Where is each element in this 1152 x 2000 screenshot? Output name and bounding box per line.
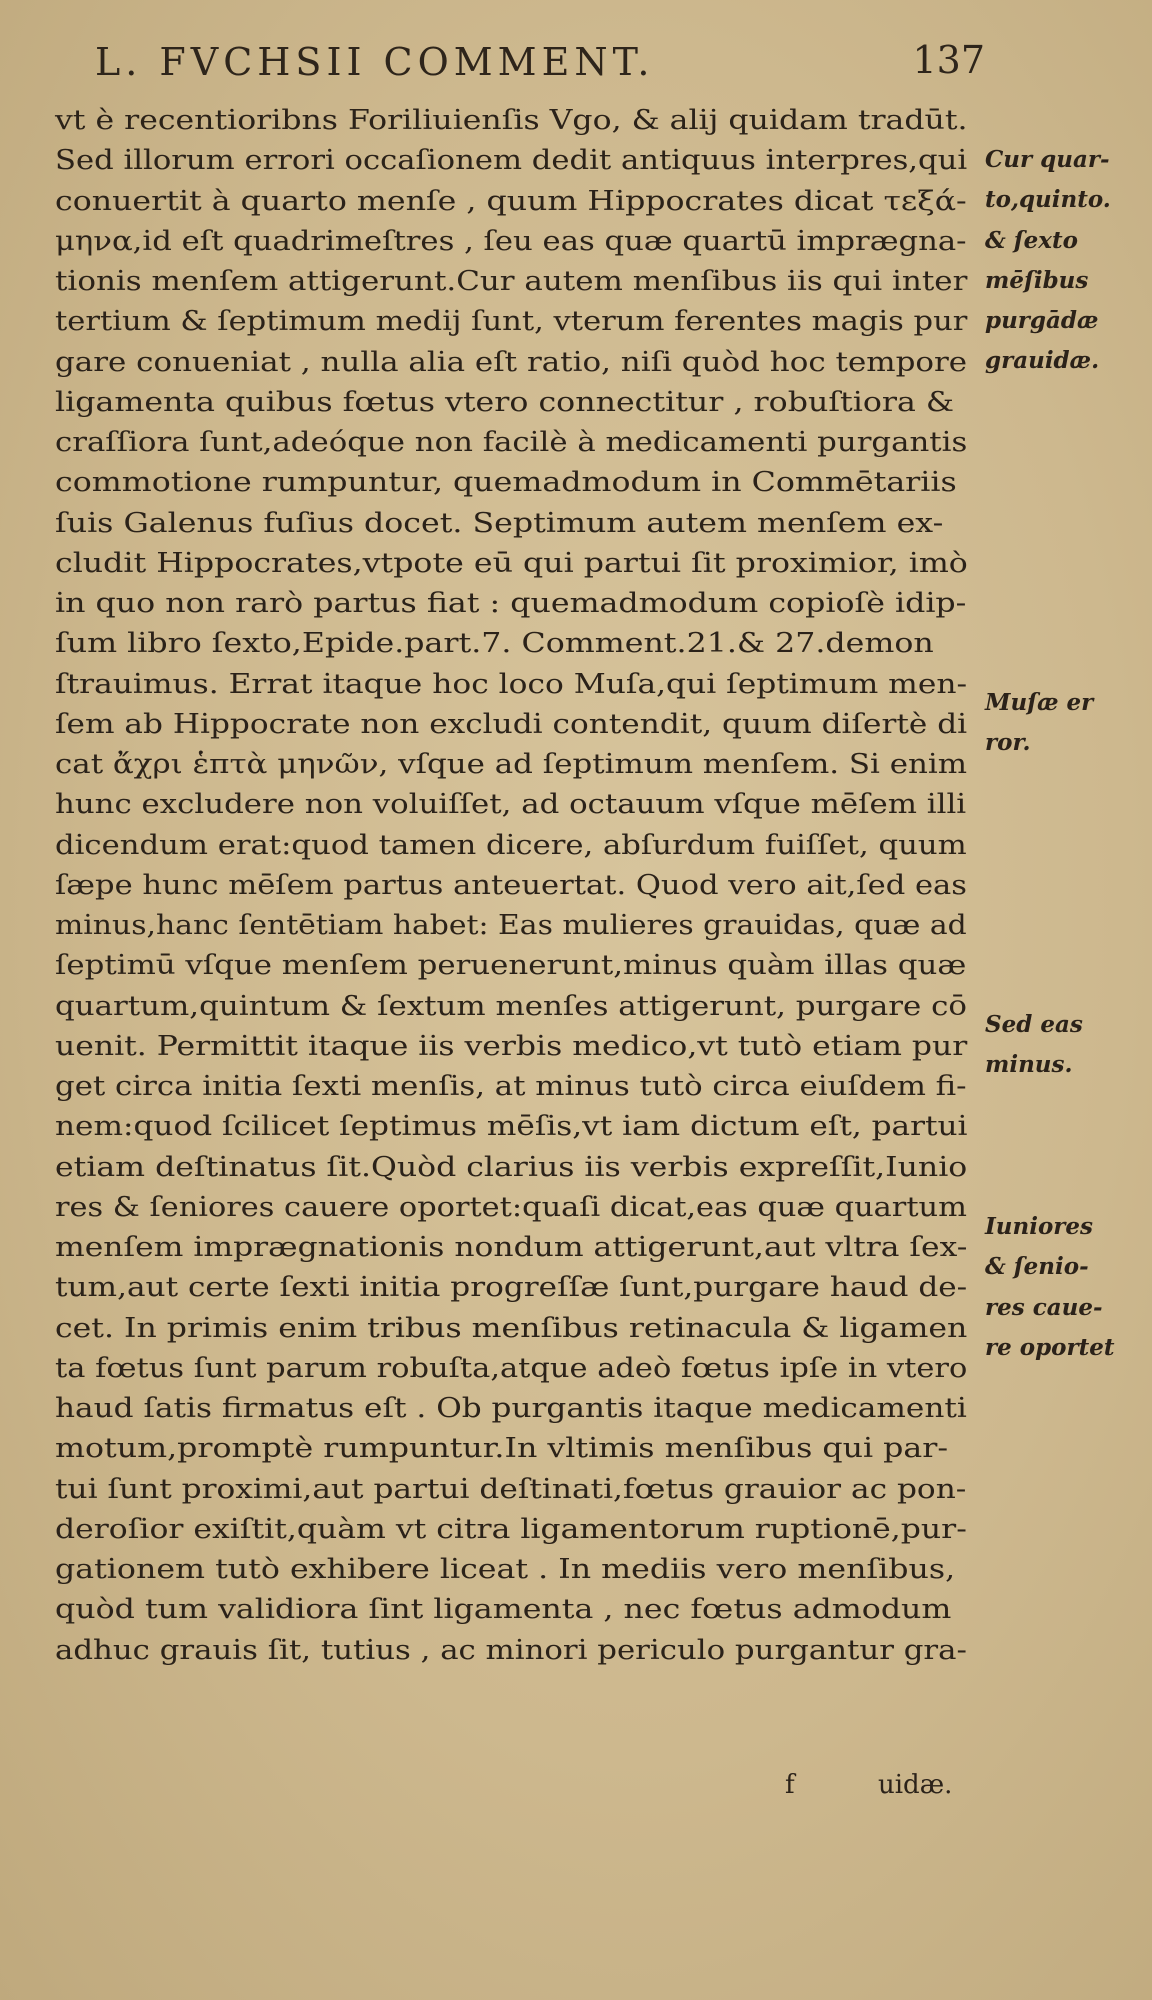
page-number: 137 xyxy=(912,38,985,82)
marginal-note-line: & ſexto xyxy=(985,226,1078,254)
marginal-note-line: purgādæ xyxy=(985,307,1099,334)
marginal-note-line: ror. xyxy=(985,729,1031,757)
text-line: tertium & ſeptimum medij ſunt, vterum ferentes magis pur xyxy=(55,305,968,338)
text-line: ſem ab Hippocrate non excludi contendit, quum diſertè di xyxy=(55,707,968,740)
text-line: motum,promptè rumpuntur.In vltimis menſibus qui par- xyxy=(55,1432,949,1465)
marginal-note-line: Muſæ er xyxy=(985,689,1094,716)
text-line: uenit. Permittit itaque iis verbis medico,vt tutò etiam pur xyxy=(55,1029,968,1062)
text-line: conuertit à quarto menſe , quum Hippocrates dicat τεξά- xyxy=(55,184,967,217)
text-line: tionis menſem attigerunt.Cur autem menſibus iis qui inter xyxy=(55,265,968,297)
text-line: ta fœtus ſunt parum robuſta,atque adeò fœtus ipſe in vtero xyxy=(55,1351,968,1384)
running-head-title: L. FVCHSII COMMENT. xyxy=(95,40,655,84)
text-line: cat ἄχρι ἑπτὰ μηνῶν, vſque ad ſeptimum menſem. Si enim xyxy=(55,748,968,780)
text-line: gationem tutò exhibere liceat . In mediis vero menſibus, xyxy=(55,1553,956,1585)
catchword: uidæ. xyxy=(878,1770,953,1800)
text-line: tui ſunt proximi,aut partui deſtinati,fœtus grauior ac pon- xyxy=(55,1472,967,1505)
text-line: gare conueniat , nulla alia eſt ratio, niſi quòd hoc tempore xyxy=(55,345,968,378)
text-line: haud ſatis firmatus eſt . Ob purgantis itaque medicamenti xyxy=(55,1392,967,1424)
text-line: cludit Hippocrates,vtpote eū qui partui ſit proximior, imò xyxy=(55,546,968,579)
text-line: menſem imprægnationis nondum attigerunt,aut vltra ſex- xyxy=(55,1231,968,1263)
text-line: deroſior exiſtit,quàm vt citra ligamentorum ruptionē,pur- xyxy=(55,1512,967,1545)
text-line: cet. In primis enim tribus menſibus retinacula & ligamen xyxy=(55,1311,968,1344)
text-line: ſtrauimus. Errat itaque hoc loco Muſa,qui ſeptimum men- xyxy=(55,667,968,700)
text-line: adhuc grauis ſit, tutius , ac minori periculo purgantur gra- xyxy=(55,1633,967,1666)
text-line: hunc excludere non voluiſſet, ad octauum vſque mēſem illi xyxy=(55,788,967,821)
text-line: μηνα,id eſt quadrimeſtres , ſeu eas quæ quartū imprægna- xyxy=(55,224,967,257)
text-line: minus,hanc ſentētiam habet: Eas mulieres grauidas, quæ ad xyxy=(55,909,967,941)
body-text xyxy=(55,100,983,1670)
text-line: dicendum erat:quod tamen dicere, abſurdum fuiſſet, quum xyxy=(55,828,967,861)
marginal-note-line: re oportet xyxy=(985,1333,1115,1361)
text-line: res & ſeniores cauere oportet:quaſi dicat,eas quæ quartum xyxy=(55,1190,967,1223)
text-line: commotione rumpuntur, quemadmodum in Commētariis xyxy=(55,466,957,499)
marginal-note-line: minus. xyxy=(985,1051,1073,1079)
text-line: Sed illorum errori occaſionem dedit antiquus interpres,qui xyxy=(55,144,968,177)
running-head xyxy=(95,36,985,96)
marginal-note-line: Iuniores xyxy=(985,1213,1093,1240)
text-line: etiam deſtinatus ſit.Quòd clarius iis verbis expreſſit,Iunio xyxy=(55,1150,968,1183)
marginal-note-line: to,quinto. xyxy=(985,186,1111,214)
marginal-note-line: res caue- xyxy=(985,1293,1103,1321)
text-line: ſæpe hunc mēſem partus anteuertat. Quod vero ait,ſed eas xyxy=(55,868,967,901)
marginal-note-line: Cur quar- xyxy=(985,146,1110,173)
text-line: get circa initia ſexti menſis, at minus tutò circa eiuſdem fi- xyxy=(55,1070,967,1102)
marginal-note-line: & ſenio- xyxy=(985,1253,1089,1281)
text-line: ſum libro ſexto,Epide.part.7. Comment.21.& 27.demon xyxy=(55,627,934,660)
signature-mark: f xyxy=(785,1770,795,1800)
text-line: tum,aut certe ſexti initia progreſſæ ſunt,purgare haud de- xyxy=(55,1271,968,1304)
text-line: nem:quod ſcilicet ſeptimus mēſis,vt iam dictum eſt, partui xyxy=(55,1110,968,1143)
marginal-note-line: grauidæ. xyxy=(985,347,1100,375)
text-line: in quo non rarò partus fiat : quemadmodum copioſè idip- xyxy=(55,587,967,619)
text-line: ſuis Galenus fuſius docet. Septimum autem menſem ex- xyxy=(55,506,944,539)
text-line: quartum,quintum & ſextum menſes attigerunt, purgare cō xyxy=(55,989,967,1022)
text-line: vt è recentioribns Foriliuienſis Vgo, & alij quidam tradūt. xyxy=(55,104,968,136)
text-line: craſſiora ſunt,adeóque non facilè à medicamenti purgantis xyxy=(55,426,968,458)
text-line: ſeptimū vſque menſem peruenerunt,minus quàm illas quæ xyxy=(55,949,967,982)
text-line: quòd tum validiora ſint ligamenta , nec fœtus admodum xyxy=(55,1593,952,1626)
text-line: ligamenta quibus fœtus vtero connectitur , robuſtiora & xyxy=(55,385,955,418)
marginal-note-line: Sed eas xyxy=(985,1011,1083,1038)
marginal-note-line: mēſibus xyxy=(985,266,1089,294)
